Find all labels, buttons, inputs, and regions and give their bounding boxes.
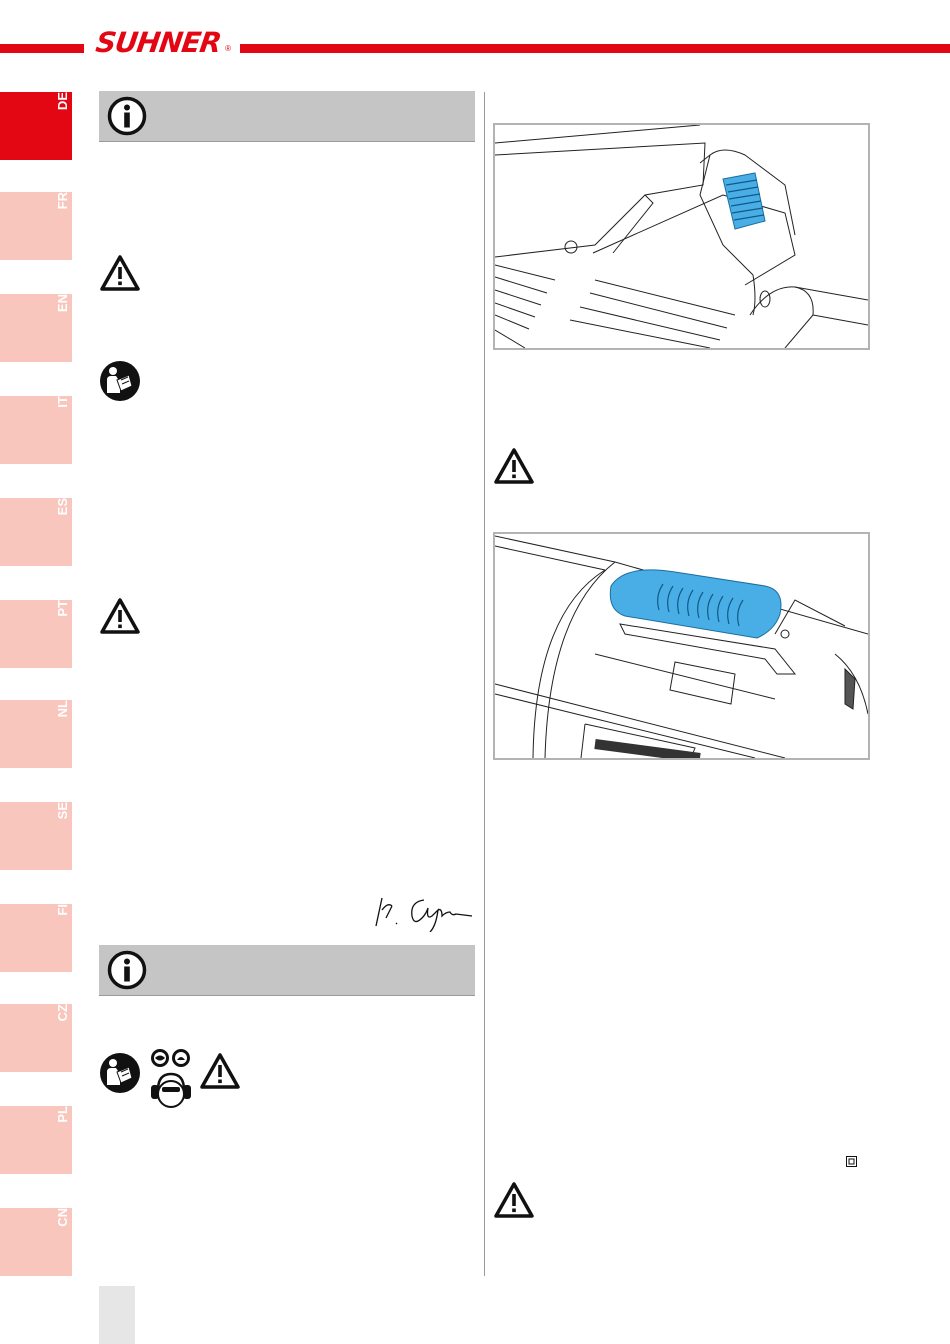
language-tab-label: PL: [55, 1106, 70, 1123]
warning-triangle-icon: [99, 597, 141, 635]
language-tab-label: FR: [55, 192, 70, 210]
language-tab-se[interactable]: [0, 802, 72, 870]
language-tab-label: CZ: [55, 1004, 70, 1022]
double-insulation-icon: [846, 1156, 857, 1167]
language-tab-label: FI: [55, 904, 70, 916]
info-section-header: [99, 91, 475, 142]
language-tab-nl[interactable]: [0, 700, 72, 768]
warning-triangle-icon: [199, 1052, 241, 1090]
warning-triangle-icon: [493, 447, 535, 485]
language-tab-label: CN: [55, 1208, 70, 1227]
language-tab-fr[interactable]: [0, 192, 72, 260]
language-tab-label: PT: [55, 600, 70, 617]
language-tab-it[interactable]: [0, 396, 72, 464]
language-tab-pl[interactable]: [0, 1106, 72, 1174]
page-number-box: [99, 1286, 135, 1344]
language-tab-label: DE: [55, 92, 70, 111]
language-tab-cn[interactable]: [0, 1208, 72, 1276]
column-separator: [484, 92, 485, 1276]
language-tab-cz[interactable]: [0, 1004, 72, 1072]
handwritten-signature: [372, 888, 476, 932]
language-tab-label: IT: [55, 396, 70, 408]
figure-speed-control-wheel: [493, 123, 870, 350]
language-tab-en[interactable]: [0, 294, 72, 362]
language-tab-label: NL: [55, 700, 70, 718]
suhner-logo: [92, 26, 237, 60]
registered-mark: ®: [225, 44, 231, 53]
read-manual-icon: [99, 360, 141, 402]
read-manual-icon: [99, 1052, 141, 1094]
header-bar-left: [0, 44, 84, 53]
language-tab-de[interactable]: [0, 92, 72, 160]
language-tab-pt[interactable]: [0, 600, 72, 668]
info-icon: [107, 96, 147, 136]
language-tab-label: ES: [55, 498, 70, 516]
info-icon: [107, 950, 147, 990]
warning-triangle-icon: [99, 254, 141, 292]
hearing-protection-icon: [148, 1070, 194, 1108]
language-tab-es[interactable]: [0, 498, 72, 566]
info-section-header-2: [99, 945, 475, 996]
language-tab-fi[interactable]: [0, 904, 72, 972]
language-tab-label: EN: [55, 294, 70, 313]
eye-protection-icon: [150, 1048, 192, 1068]
header-bar-right: [240, 44, 950, 53]
language-tab-label: SE: [55, 802, 70, 820]
figure-on-off-switch: [493, 532, 870, 760]
warning-triangle-icon: [493, 1181, 535, 1219]
logo-text: SUHNER: [93, 26, 223, 59]
